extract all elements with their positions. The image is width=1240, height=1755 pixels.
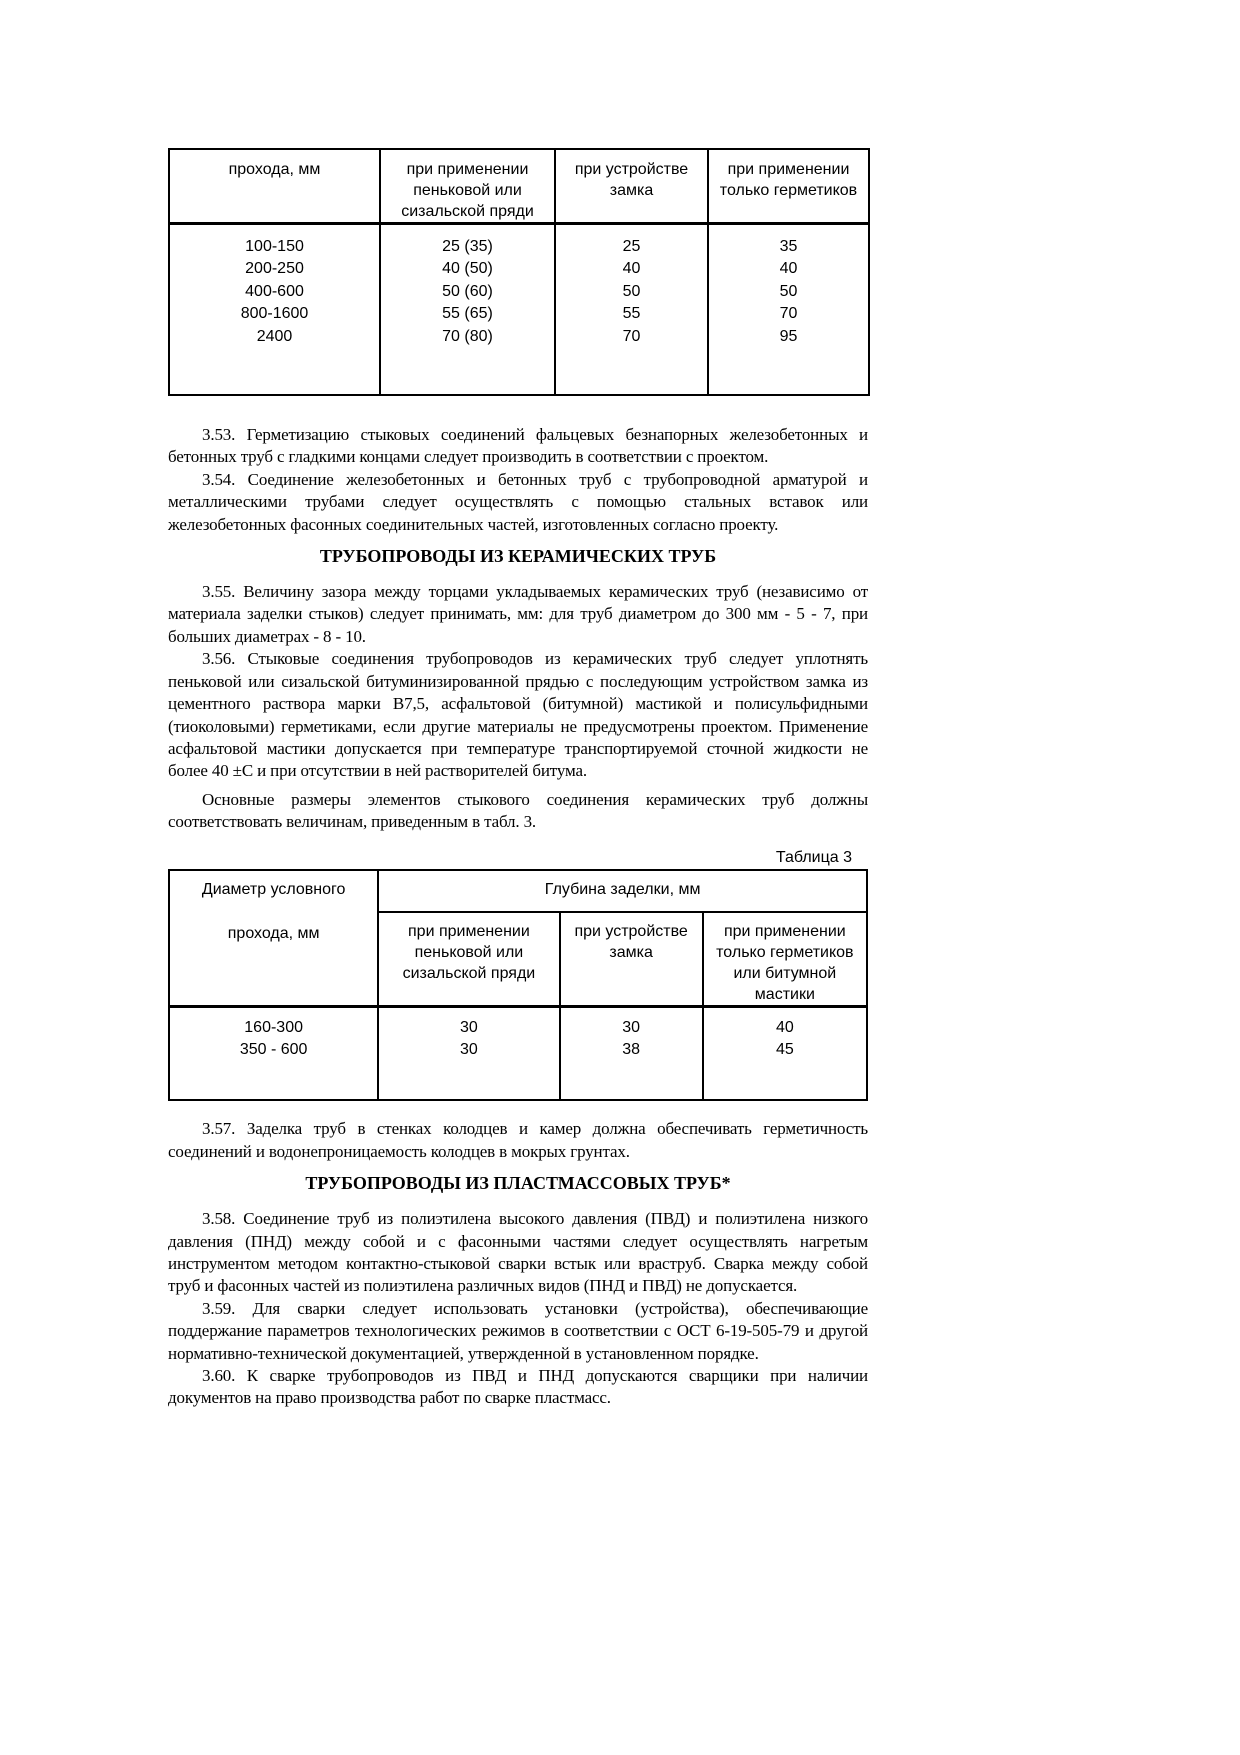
table-filler-row [169,348,869,395]
table-cell: 30 [378,1006,559,1039]
table-cell: 2400 [169,326,380,348]
table3-caption: Таблица 3 [775,848,852,866]
table-corner-header-cell [169,870,378,1007]
paragraph-3-54: 3.54. Соединение железобетонных и бетонных труб с трубопроводной арматурой и металлическими трубами следует осуществлять с помощью стальных вставок или железобетонных фасонных соединительных частей, изготовленных согласно проекту. [168,469,868,534]
paragraph-3-56: 3.56. Стыковые соединения трубопроводов из керамических труб следует уплотнять пеньковой или сизальской битуминизированной прядью с последующим устройством замка из цементного раствора марки В7,5, асфальтовой (битумной) мастикой и полисульфидными (тиоколовыми) герметиками, если другие материалы не предусмотрены проектом. Применение асфальтовой мастики допускается при температуре транспортируемой сточной жидкости не более 40 ±С и при отсутствии в ней растворителей битума. [168,649,868,781]
table-cell: 55 [555,303,708,325]
table-header-row [169,149,869,224]
table-cell: 70 (80) [380,326,555,348]
table-row [169,224,869,259]
table-cell: 25 (35) [380,224,555,259]
corner-header-line2: прохода, мм [227,924,320,942]
table-cell: 40 (50) [380,258,555,280]
table-cell: 40 [708,258,869,280]
table-cell: 30 [378,1039,559,1061]
table-cell: 350 - 600 [169,1039,378,1061]
table-filler-row [169,1061,867,1100]
table-row [169,326,869,348]
table-header-cell: при применении пеньковой или сизальской пряди [380,149,555,224]
table3-embedment-depth [168,869,868,1102]
corner-header-line1: Диаметр условного [201,880,346,898]
table-header-row [169,870,867,912]
table-header-cell: прохода, мм [169,149,380,224]
table-embedment-depth-continued [168,148,870,396]
paragraph-3-59: 3.59. Для сварки следует использовать установки (устройства), обеспечивающие поддержание параметров технологических режимов в соответствии с ОСТ 6-19-505-79 и другой нормативно-технической документацией, утвержденной в установленном порядке. [168,1298,868,1363]
table-cell: 30 [560,1006,703,1039]
table-header-cell: при устройстве замка [560,912,703,1007]
table3-header [169,870,867,1007]
paragraph-3-60: 3.60. К сварке трубопроводов из ПВД и ПНД допускаются сварщики при наличии документов на право производства работ по сварке пластмасс. [168,1366,868,1408]
text-column [168,148,868,1410]
table-cell: 50 [708,281,869,303]
table-header-cell: при применении только герметиков [708,149,869,224]
table-header [169,149,869,224]
table-row [169,258,869,280]
section-heading-ceramic-pipes: ТРУБОПРОВОДЫ ИЗ КЕРАМИЧЕСКИХ ТРУБ [319,546,717,567]
table-cell: 35 [708,224,869,259]
paragraph-3-58: 3.58. Соединение труб из полиэтилена высокого давления (ПВД) и полиэтилена низкого давления (ПНД) между собой и с фасонными частями следует осуществлять нагретым инструментом методом контактно-стыковой сварки встык или враструб. Сварка между собой труб и фасонных частей из полиэтилена различных видов (ПНД и ПВД) не допускается. [168,1209,868,1296]
table-cell: 45 [703,1039,867,1061]
table-cell: 50 [555,281,708,303]
table-cell: 40 [555,258,708,280]
table-cell: 40 [703,1006,867,1039]
table-header-cell: при применении только герметиков или битумной мастики [703,912,867,1007]
table-row [169,303,869,325]
table-cell: 25 [555,224,708,259]
table-cell: 160-300 [169,1006,378,1039]
paragraph-3-57: 3.57. Заделка труб в стенках колодцев и камер должна обеспечивать герметичность соединений и водонепроницаемость колодцев в мокрых грунтах. [168,1119,868,1161]
section-heading-plastic-pipes: ТРУБОПРОВОДЫ ИЗ ПЛАСТМАССОВЫХ ТРУБ* [305,1173,731,1194]
table-cell: 55 (65) [380,303,555,325]
table-cell: 400-600 [169,281,380,303]
table-header-cell: при применении пеньковой или сизальской пряди [378,912,559,1007]
table-cell: 70 [555,326,708,348]
table-cell: 200-250 [169,258,380,280]
table-header-cell: при устройстве замка [555,149,708,224]
paragraph-3-53: 3.53. Герметизацию стыковых соединений фальцевых безнапорных железобетонных и бетонных труб с гладкими концами следует производить в соответствии с проектом. [168,425,868,467]
paragraph-3-55: 3.55. Величину зазора между торцами укладываемых керамических труб (независимо от материала заделки стыков) следует принимать, мм: для труб диаметром до 300 мм - 5 - 7, при больших диаметрах - 8 - 10. [168,582,868,646]
paragraph-table3-intro: Основные размеры элементов стыкового соединения керамических труб должны соответствовать величинам, приведенным в табл. 3. [168,789,868,832]
table-cell: 100-150 [169,224,380,259]
table-row [169,1006,867,1039]
table-cell: 70 [708,303,869,325]
table-cell: 38 [560,1039,703,1061]
table-cell: 95 [708,326,869,348]
table-row [169,281,869,303]
table-group-header-cell: Глубина заделки, мм [378,870,867,912]
table-cell: 800-1600 [169,303,380,325]
table-row [169,1039,867,1061]
table-cell: 50 (60) [380,281,555,303]
